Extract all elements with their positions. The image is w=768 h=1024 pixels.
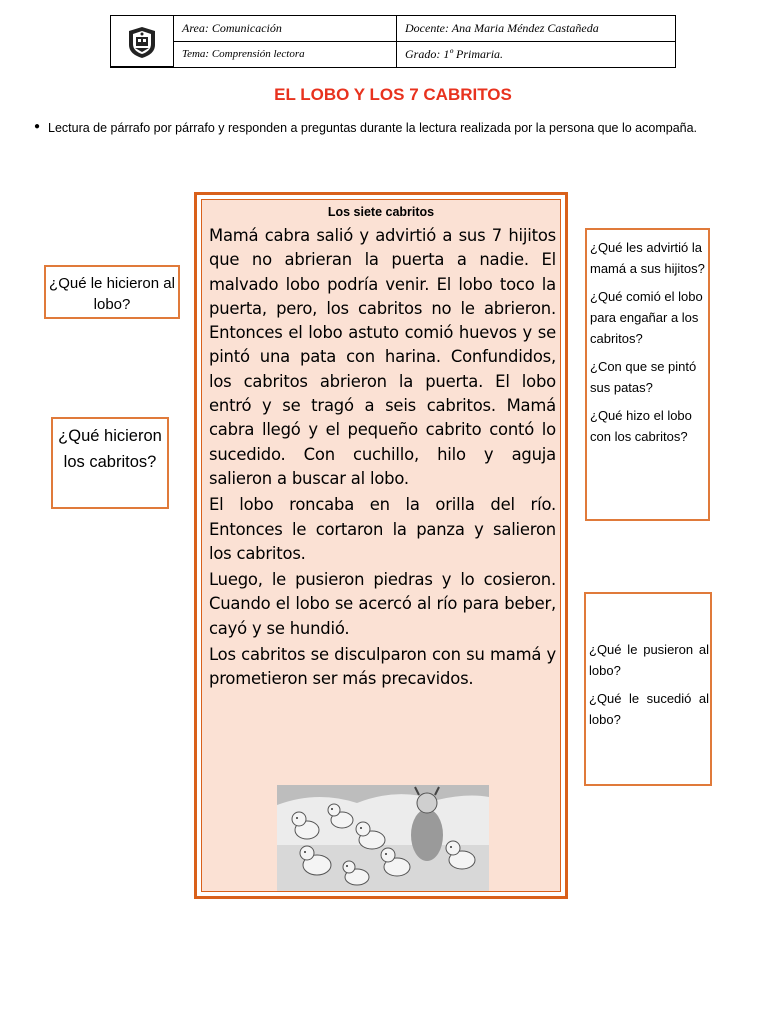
right-question-3: ¿Con que se pintó sus patas? xyxy=(590,359,697,395)
left-question-box-1 xyxy=(44,265,180,319)
grado-cell xyxy=(397,42,675,67)
story-title: Los siete cabritos xyxy=(327,205,435,219)
logo-cell xyxy=(111,16,174,67)
right-question-box-2 xyxy=(584,592,712,786)
header-table xyxy=(110,15,676,68)
right-question-box-1 xyxy=(585,228,710,521)
docente-label: Docente: Ana Maria Méndez Castañeda xyxy=(405,21,599,35)
right-question-6: ¿Qué le sucedió al lobo? xyxy=(589,691,709,727)
page-title: EL LOBO Y LOS 7 CABRITOS xyxy=(274,85,512,104)
goats-illustration-icon xyxy=(277,785,489,891)
story-paragraph-1: Mamá cabra salió y advirtió a sus 7 hijitos que no abrieran la puerta a nadie. El malvado lobo podría venir. El lobo toco la puerta, pero, los cabritos no le abrieron. Entonces el lobo astuto comió huevos y se pintó una pata con harina. Confundidos, los cabritos abrieron la puerta. El lobo entró y se tragó a seis cabritos. Mamá cabra llegó y el pequeño cabrito contó lo sucedido. Con cuchillo, hilo y aguja salieron a buscar al lobo. xyxy=(209,226,556,488)
right-question-list-2 xyxy=(589,639,709,737)
right-question-1: ¿Qué les advirtió la mamá a sus hijitos? xyxy=(590,240,705,276)
bullet-icon: ● xyxy=(34,121,41,132)
school-crest-icon xyxy=(125,25,159,59)
story-illustration xyxy=(277,785,489,891)
right-question-list-1 xyxy=(590,237,708,454)
left-question-1: ¿Qué le hicieron al lobo? xyxy=(49,275,175,313)
grado-label: Grado: 1º Primaria. xyxy=(405,47,504,61)
story-text xyxy=(209,224,556,694)
left-question-2: ¿Qué hicieron los cabritos? xyxy=(58,427,162,471)
story-inner xyxy=(201,199,561,892)
left-question-box-2 xyxy=(51,417,169,509)
right-question-5: ¿Qué le pusieron al lobo? xyxy=(589,642,709,678)
instructions-text: Lectura de párrafo por párrafo y responden a preguntas durante la lectura realizada por la persona que lo acompaña. xyxy=(48,121,698,135)
right-question-4: ¿Qué hizo el lobo con los cabritos? xyxy=(590,408,692,444)
tema-cell xyxy=(174,42,397,67)
tema-label: Tema: Comprensión lectora xyxy=(182,48,305,60)
right-question-2: ¿Qué comió el lobo para engañar a los cabritos? xyxy=(590,289,703,346)
area-cell xyxy=(174,16,397,42)
story-box xyxy=(194,192,568,899)
story-paragraph-3: Luego, le pusieron piedras y lo cosieron. Cuando el lobo se acercó al río para beber, cayó y se hundió. xyxy=(209,570,556,638)
story-paragraph-4: Los cabritos se disculparon con su mamá y prometieron ser más precavidos. xyxy=(209,645,556,689)
docente-cell xyxy=(397,16,675,42)
area-label: Area: Comunicación xyxy=(182,21,282,35)
story-paragraph-2: El lobo roncaba en la orilla del río. Entonces le cortaron la panza y salieron los cabritos. xyxy=(209,495,556,563)
